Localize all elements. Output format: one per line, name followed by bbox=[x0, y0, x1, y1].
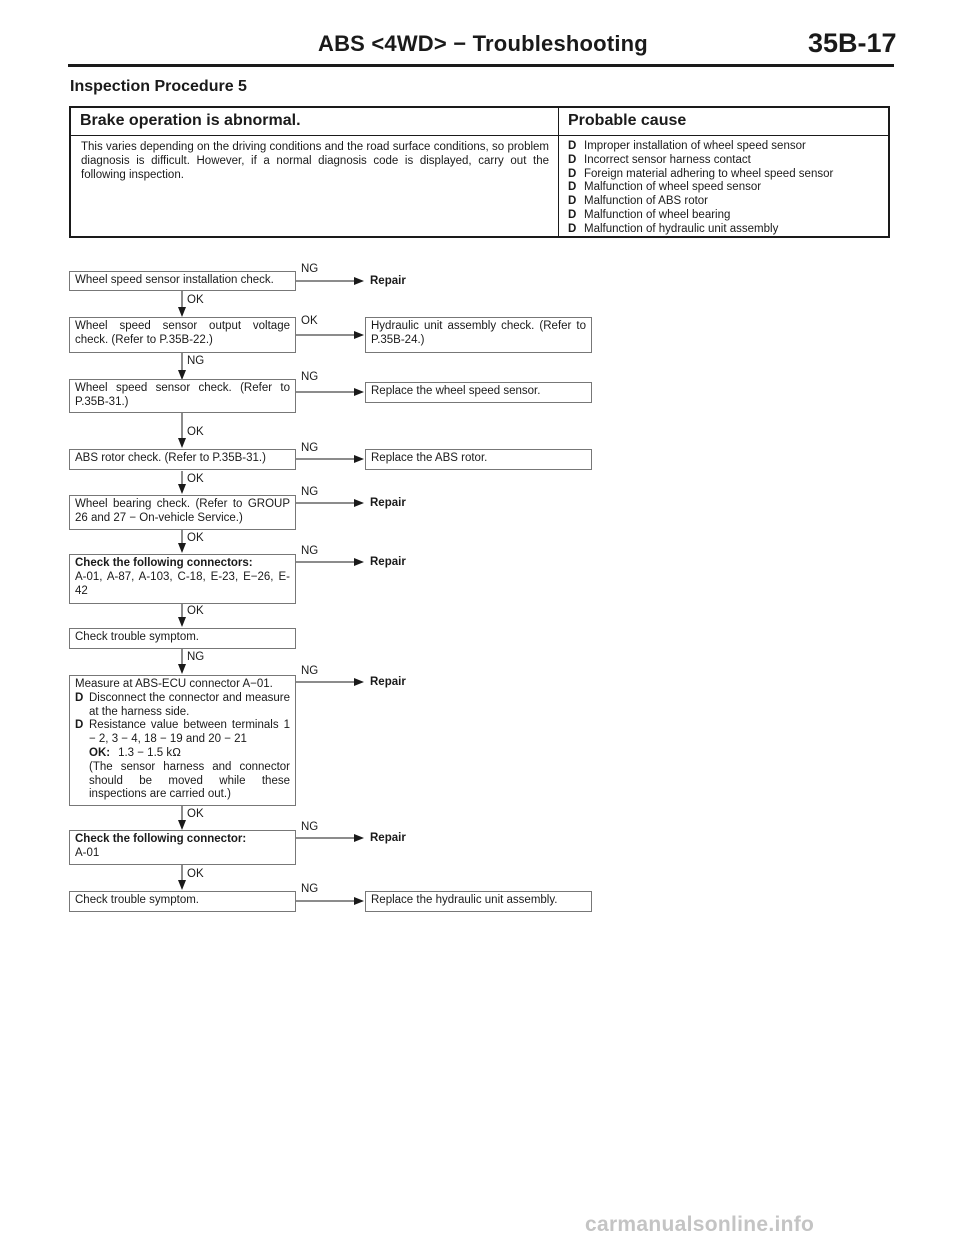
measure-step-text: Disconnect the connector and measure at the harness side. bbox=[89, 691, 290, 718]
bullet-icon: D bbox=[568, 208, 577, 221]
ng-label: NG bbox=[301, 263, 319, 275]
repair-result: Repair bbox=[370, 275, 406, 287]
connector-list: A-01, A-87, A-103, C-18, E-23, E−26, E-42 bbox=[75, 570, 290, 597]
ok-label: OK bbox=[301, 315, 318, 327]
ok-label: OK bbox=[187, 473, 204, 485]
step-wheel-bearing-check-box: Wheel bearing check. (Refer to GROUP 26 and 27 − On-vehicle Service.) bbox=[69, 495, 296, 530]
cause-text: Improper installation of wheel speed sensor bbox=[584, 140, 806, 152]
watermark: carmanualsonline.info bbox=[585, 1213, 815, 1236]
repair-result: Repair bbox=[370, 556, 406, 568]
ok-label: OK bbox=[187, 426, 204, 438]
ok-spec-label: OK: bbox=[89, 746, 111, 759]
step-final-symptom-check-box: Check trouble symptom. bbox=[69, 891, 296, 912]
ng-label: NG bbox=[301, 821, 319, 833]
step-check-trouble-symptom-box: Check trouble symptom. bbox=[69, 628, 296, 649]
ok-label: OK bbox=[187, 605, 204, 617]
measure-steps bbox=[75, 692, 290, 747]
cause-text: Malfunction of ABS rotor bbox=[584, 195, 709, 208]
ng-label: NG bbox=[301, 883, 319, 895]
bullet-icon: D bbox=[75, 719, 84, 732]
measure-instruction: Measure at ABS-ECU connector A−01. bbox=[75, 678, 273, 690]
bullet-icon: D bbox=[568, 153, 577, 166]
step-abs-rotor-check-box: ABS rotor check. (Refer to P.35B-31.) bbox=[69, 449, 296, 470]
measure-note: (The sensor harness and connector should be moved while these inspections are carried out.) bbox=[89, 760, 290, 801]
page-number: 35B-17 bbox=[808, 28, 897, 58]
step-connectors-check-box bbox=[69, 554, 296, 604]
bullet-icon: D bbox=[568, 140, 577, 152]
list-item bbox=[75, 719, 290, 747]
ok-label: OK bbox=[187, 808, 204, 820]
cause-text: Foreign material adhering to wheel speed sensor bbox=[584, 167, 834, 180]
step-wheel-speed-sensor-check-box: Wheel speed sensor check. (Refer to P.35B-31.) bbox=[69, 379, 296, 413]
ng-label: NG bbox=[301, 665, 319, 677]
ok-label: OK bbox=[187, 868, 204, 880]
cause-text: Incorrect sensor harness contact bbox=[584, 153, 751, 166]
bullet-icon: D bbox=[568, 181, 577, 194]
repair-result: Repair bbox=[370, 832, 406, 844]
ok-label: OK bbox=[187, 532, 204, 544]
replace-hydraulic-unit-box: Replace the hydraulic unit assembly. bbox=[365, 891, 592, 912]
bullet-icon: D bbox=[568, 222, 577, 235]
connector-id: A-01 bbox=[75, 846, 100, 859]
step-connector-a01-check-box bbox=[69, 830, 296, 865]
replace-abs-rotor-box: Replace the ABS rotor. bbox=[365, 449, 592, 470]
symptom-header: Brake operation is abnormal. bbox=[80, 112, 301, 129]
ok-spec bbox=[75, 747, 290, 761]
ok-spec-value: 1.3 − 1.5 kΩ bbox=[118, 746, 181, 759]
cause-text: Malfunction of wheel speed sensor bbox=[584, 181, 762, 194]
measure-step-text: Resistance value between terminals 1 − 2, 3 − 4, 18 − 19 and 20 − 21 bbox=[89, 719, 290, 746]
connector-check-title: Check the following connector: bbox=[75, 833, 247, 845]
ng-label: NG bbox=[301, 486, 319, 498]
step-output-voltage-check-box: Wheel speed sensor output voltage check. (Refer to P.35B-22.) bbox=[69, 317, 296, 353]
ok-label: OK bbox=[187, 294, 204, 306]
step-abs-ecu-measure-box bbox=[69, 675, 296, 806]
section-title: Inspection Procedure 5 bbox=[70, 78, 247, 95]
connectors-check-title: Check the following connectors: bbox=[75, 557, 253, 569]
bullet-icon: D bbox=[568, 167, 577, 180]
step-installation-check-box: Wheel speed sensor installation check. bbox=[69, 271, 296, 291]
repair-result: Repair bbox=[370, 497, 406, 509]
ng-label: NG bbox=[187, 651, 205, 663]
cause-text: Malfunction of wheel bearing bbox=[584, 208, 731, 221]
ng-label: NG bbox=[301, 545, 319, 557]
probable-cause-header: Probable cause bbox=[568, 112, 687, 129]
hydraulic-unit-check-box: Hydraulic unit assembly check. (Refer to P.35B-24.) bbox=[365, 317, 592, 353]
replace-sensor-box: Replace the wheel speed sensor. bbox=[365, 382, 592, 403]
ng-label: NG bbox=[301, 442, 319, 454]
page-header-title: ABS <4WD> − Troubleshooting bbox=[318, 31, 648, 56]
list-item bbox=[75, 692, 290, 720]
ng-label: NG bbox=[187, 355, 205, 367]
symptom-description: This varies depending on the driving conditions and the road surface conditions, so problem diagnosis is difficult. However, if a normal diagnosis code is displayed, carry out the following inspection. bbox=[81, 141, 549, 181]
ng-label: NG bbox=[301, 371, 319, 383]
bullet-icon: D bbox=[75, 691, 84, 704]
cause-text: Malfunction of hydraulic unit assembly bbox=[584, 222, 779, 235]
bullet-icon: D bbox=[568, 195, 577, 208]
repair-result: Repair bbox=[370, 676, 406, 688]
